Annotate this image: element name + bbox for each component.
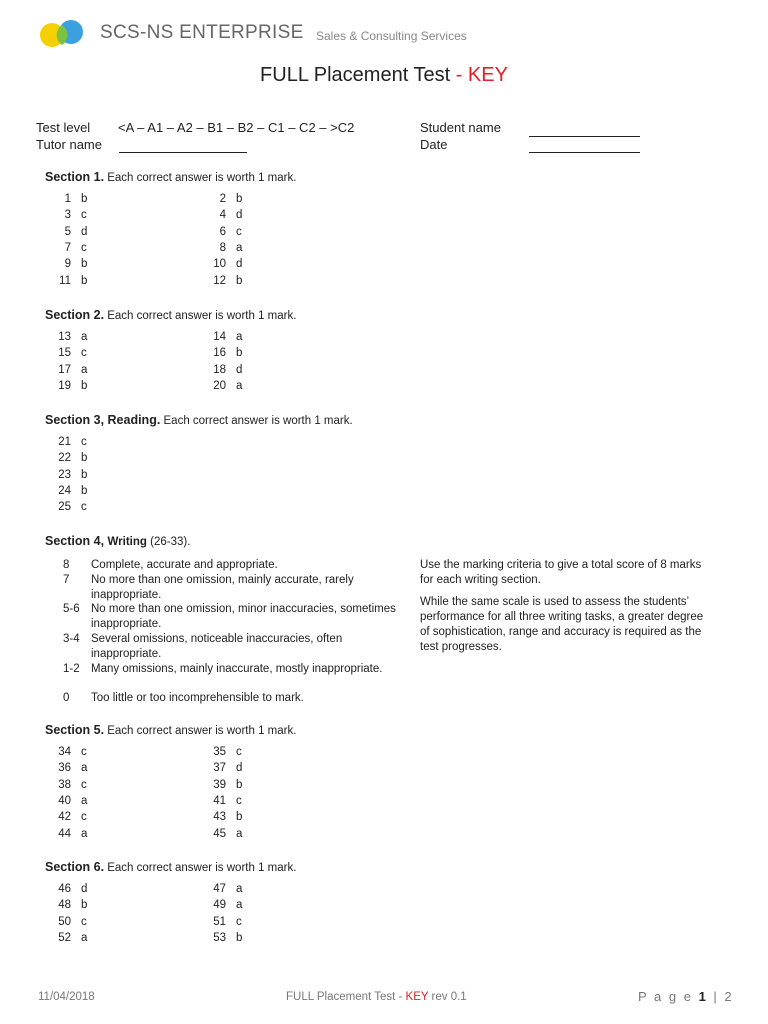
- answer-item: [200, 364, 242, 376]
- question-number: 12: [213, 274, 226, 287]
- writing-note-1: Use the marking criteria to give a total score of 8 marks for each writing section.: [420, 559, 702, 586]
- answer-letter: c: [236, 915, 242, 928]
- answer-item: [200, 275, 242, 287]
- answer-item: [200, 883, 242, 895]
- answer-letter: a: [81, 331, 88, 343]
- date-line[interactable]: [529, 152, 640, 153]
- question-number: 45: [213, 827, 226, 840]
- answer-letter: b: [236, 811, 243, 824]
- answer-letter: b: [81, 452, 88, 465]
- date-label: Date: [420, 137, 448, 152]
- question-number: 14: [213, 331, 226, 343]
- question-number: 48: [58, 899, 71, 912]
- question-number: 16: [213, 347, 226, 360]
- answer-letter: c: [81, 501, 87, 514]
- question-number: 51: [213, 915, 226, 928]
- answer-letter: a: [236, 379, 243, 392]
- answer-letter: a: [236, 883, 243, 895]
- title-key: KEY: [467, 64, 508, 86]
- question-number: 24: [58, 484, 71, 497]
- question-number: 3: [64, 209, 71, 222]
- answer-item: [45, 331, 87, 343]
- answer-item: [45, 364, 87, 376]
- answer-letter: b: [236, 274, 243, 287]
- answer-letter: d: [81, 883, 88, 895]
- answer-letter: b: [81, 379, 88, 392]
- answer-item: [200, 258, 242, 270]
- question-number: 7: [64, 241, 71, 254]
- answer-letter: b: [236, 778, 243, 791]
- answer-letter: a: [81, 931, 88, 944]
- company-logo: [38, 18, 88, 50]
- answer-item: [200, 347, 242, 359]
- writing-note-2: While the same scale is used to assess the students’ performance for all three writing tasks, a greater degree of sophistication, range and accuracy is required as the test progresses.: [420, 596, 704, 653]
- question-number: 46: [58, 883, 71, 895]
- question-number: 38: [58, 778, 71, 791]
- answer-item: [200, 226, 242, 238]
- answer-item: [45, 828, 87, 840]
- question-number: 22: [58, 452, 71, 465]
- question-number: 35: [213, 746, 226, 758]
- answer-letter: d: [236, 209, 243, 222]
- question-number: 47: [213, 883, 226, 895]
- answer-letter: a: [81, 827, 88, 840]
- answer-letter: a: [236, 241, 243, 254]
- question-number: 41: [213, 794, 226, 807]
- answer-letter: a: [81, 363, 88, 376]
- answer-letter: c: [81, 241, 87, 254]
- answer-item: [45, 193, 87, 205]
- question-number: 4: [219, 209, 226, 222]
- question-number: 40: [58, 794, 71, 807]
- answer-item: [200, 795, 242, 807]
- question-number: 8: [219, 241, 226, 254]
- answer-item: [45, 883, 87, 895]
- answer-letter: b: [81, 258, 88, 271]
- answer-item: [200, 779, 242, 791]
- company-name: SCS-NS ENTERPRISE: [100, 22, 304, 43]
- question-number: 49: [213, 899, 226, 912]
- footer-date: 11/04/2018: [38, 991, 95, 1003]
- document-title: FULL Placement Test - KEY: [260, 64, 508, 86]
- answer-letter: b: [81, 484, 88, 497]
- answer-item: [45, 916, 87, 928]
- section-1-heading: Section 1. Each correct answer is worth 1 mark.: [45, 170, 297, 184]
- answer-item: [45, 209, 87, 221]
- answer-letter: a: [236, 827, 243, 840]
- question-number: 1: [64, 193, 71, 205]
- answer-letter: b: [236, 193, 243, 205]
- question-number: 39: [213, 778, 226, 791]
- answer-item: [45, 258, 87, 270]
- question-number: 6: [219, 225, 226, 238]
- answer-letter: c: [236, 225, 242, 238]
- answer-item: [45, 762, 87, 774]
- answer-item: [45, 746, 87, 758]
- question-number: 25: [58, 501, 71, 514]
- answer-item: [200, 916, 242, 928]
- question-number: 36: [58, 762, 71, 775]
- answer-item: [45, 485, 87, 497]
- question-number: 17: [58, 363, 71, 376]
- answer-letter: c: [236, 746, 242, 758]
- answer-item: [45, 469, 87, 481]
- section-4-heading: Section 4, Writing (26-33).: [45, 534, 191, 548]
- answer-item: [45, 275, 87, 287]
- answer-item: [200, 811, 242, 823]
- test-level-label: Test level: [36, 120, 91, 135]
- answer-item: [45, 932, 87, 944]
- answer-item: [200, 193, 242, 205]
- section-2-heading: Section 2. Each correct answer is worth 1 mark.: [45, 308, 297, 322]
- answer-letter: b: [81, 899, 88, 912]
- question-number: 52: [58, 931, 71, 944]
- answer-letter: b: [236, 347, 243, 360]
- question-number: 37: [213, 762, 226, 775]
- answer-letter: a: [236, 899, 243, 912]
- answer-item: [45, 779, 87, 791]
- question-number: 18: [213, 363, 226, 376]
- answer-item: [45, 347, 87, 359]
- section-5-heading: Section 5. Each correct answer is worth 1 mark.: [45, 723, 297, 737]
- tutor-name-line[interactable]: [119, 152, 247, 153]
- question-number: 42: [58, 811, 71, 824]
- answer-letter: c: [81, 915, 87, 928]
- answer-letter: d: [236, 762, 243, 775]
- answer-letter: c: [236, 794, 242, 807]
- footer-document-name: FULL Placement Test - KEY rev 0.1: [286, 991, 467, 1003]
- answer-letter: b: [81, 274, 88, 287]
- answer-item: [200, 242, 242, 254]
- answer-letter: b: [81, 193, 88, 205]
- answer-item: [200, 899, 242, 911]
- question-number: 9: [64, 258, 71, 271]
- question-number: 5: [64, 225, 71, 238]
- answer-letter: b: [81, 468, 88, 481]
- question-number: 44: [58, 827, 71, 840]
- question-number: 13: [58, 331, 71, 343]
- answer-letter: c: [81, 778, 87, 791]
- answer-item: [45, 501, 87, 513]
- answer-letter: d: [81, 225, 88, 238]
- question-number: 11: [59, 274, 71, 287]
- question-number: 23: [58, 468, 71, 481]
- question-number: 2: [219, 193, 226, 205]
- question-number: 15: [58, 347, 71, 360]
- answer-letter: b: [236, 931, 243, 944]
- answer-letter: c: [81, 209, 87, 222]
- answer-letter: a: [236, 331, 243, 343]
- answer-letter: a: [81, 794, 88, 807]
- answer-letter: d: [236, 363, 243, 376]
- answer-item: [200, 331, 242, 343]
- company-tagline: Sales & Consulting Services: [316, 29, 467, 43]
- question-number: 20: [213, 379, 226, 392]
- answer-letter: a: [81, 762, 88, 775]
- section-3-heading: Section 3, Reading. Each correct answer is worth 1 mark.: [45, 413, 353, 427]
- answer-item: [45, 452, 87, 464]
- answer-item: [200, 380, 242, 392]
- answer-item: [200, 209, 242, 221]
- page-number: P a g e 1 | 2: [638, 989, 734, 1004]
- question-number: 34: [58, 746, 71, 758]
- test-level-value: <A – A1 – A2 – B1 – B2 – C1 – C2 – >C2: [118, 120, 355, 135]
- answer-letter: c: [81, 347, 87, 360]
- title-separator: -: [450, 64, 468, 86]
- answer-item: [45, 436, 87, 448]
- answer-item: [200, 932, 242, 944]
- question-number: 10: [213, 258, 226, 271]
- question-number: 19: [58, 379, 71, 392]
- answer-item: [200, 828, 242, 840]
- section-6-heading: Section 6. Each correct answer is worth 1 mark.: [45, 860, 297, 874]
- answer-item: [45, 242, 87, 254]
- question-number: 43: [213, 811, 226, 824]
- question-number: 21: [58, 436, 71, 448]
- answer-item: [45, 795, 87, 807]
- answer-item: [45, 380, 87, 392]
- answer-item: [45, 899, 87, 911]
- answer-letter: c: [81, 811, 87, 824]
- answer-item: [45, 226, 87, 238]
- answer-item: [45, 811, 87, 823]
- answer-item: [200, 746, 242, 758]
- answer-letter: d: [236, 258, 243, 271]
- student-name-label: Student name: [420, 120, 501, 135]
- answer-letter: c: [81, 746, 87, 758]
- question-number: 50: [58, 915, 71, 928]
- student-name-line[interactable]: [529, 136, 640, 137]
- answer-letter: c: [81, 436, 87, 448]
- tutor-name-label: Tutor name: [36, 137, 102, 152]
- question-number: 53: [213, 931, 226, 944]
- answer-item: [200, 762, 242, 774]
